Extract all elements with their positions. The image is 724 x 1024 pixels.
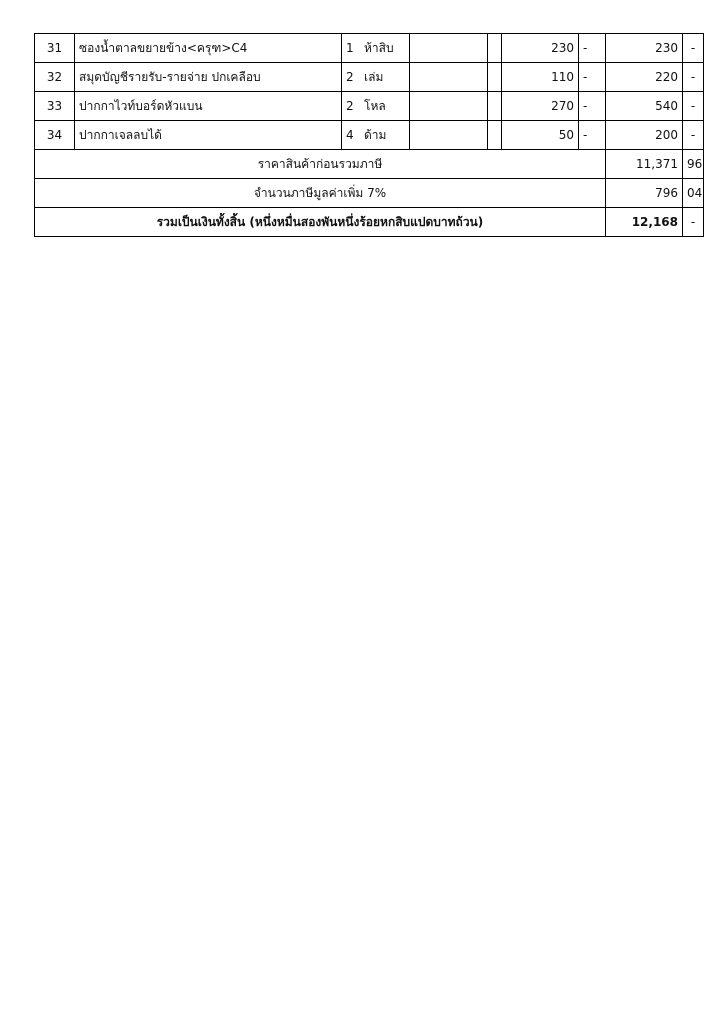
line-amount-satang: - — [683, 34, 704, 63]
item-number: 32 — [35, 63, 75, 92]
item-quantity — [342, 34, 410, 63]
item-number: 34 — [35, 121, 75, 150]
unit-price-satang: - — [579, 92, 606, 121]
item-description: ซองน้ำตาลขยายข้าง<ครุฑ>C4 — [75, 34, 342, 63]
table-row — [35, 92, 704, 121]
subtotal-satang: 96 — [683, 150, 704, 179]
unit-price: 230 — [502, 34, 579, 63]
price-table — [34, 33, 704, 237]
empty-cell — [488, 92, 502, 121]
unit-price: 270 — [502, 92, 579, 121]
vat-satang: 04 — [683, 179, 704, 208]
subtotal-baht: 11,371 — [606, 150, 683, 179]
vat-row — [35, 179, 704, 208]
subtotal-label: ราคาสินค้าก่อนรวมภาษี — [35, 150, 606, 179]
item-description: สมุดบัญชีรายรับ-รายจ่าย ปกเคลือบ — [75, 63, 342, 92]
unit-price-satang: - — [579, 34, 606, 63]
subtotal-row — [35, 150, 704, 179]
grand-total-label: รวมเป็นเงินทั้งสิ้น (หนึ่งหมื่นสองพันหนึ่งร้อยหกสิบแปดบาทถ้วน) — [35, 208, 606, 237]
quantity-unit: เล่ม — [364, 69, 384, 84]
empty-cell — [488, 63, 502, 92]
line-amount-satang: - — [683, 121, 704, 150]
quantity-value: 2 — [346, 69, 354, 84]
quantity-unit: ห้าสิบ — [364, 40, 394, 55]
line-amount-satang: - — [683, 92, 704, 121]
table-row — [35, 34, 704, 63]
unit-price: 50 — [502, 121, 579, 150]
grand-total-satang: - — [683, 208, 704, 237]
line-amount: 220 — [606, 63, 683, 92]
line-amount: 200 — [606, 121, 683, 150]
unit-price-satang: - — [579, 121, 606, 150]
item-quantity — [342, 63, 410, 92]
empty-cell — [410, 34, 488, 63]
item-number: 33 — [35, 92, 75, 121]
quantity-unit: โหล — [364, 98, 386, 113]
table-row — [35, 63, 704, 92]
empty-cell — [410, 92, 488, 121]
item-quantity — [342, 121, 410, 150]
quantity-value: 4 — [346, 127, 354, 142]
item-quantity — [342, 92, 410, 121]
item-description: ปากกาไวท์บอร์ดหัวแบน — [75, 92, 342, 121]
vat-label: จำนวนภาษีมูลค่าเพิ่ม 7% — [35, 179, 606, 208]
line-amount: 540 — [606, 92, 683, 121]
empty-cell — [410, 63, 488, 92]
item-number: 31 — [35, 34, 75, 63]
empty-cell — [488, 121, 502, 150]
quantity-value: 2 — [346, 98, 354, 113]
vat-baht: 796 — [606, 179, 683, 208]
unit-price: 110 — [502, 63, 579, 92]
line-amount-satang: - — [683, 63, 704, 92]
table-row — [35, 121, 704, 150]
grand-total-baht: 12,168 — [606, 208, 683, 237]
line-amount: 230 — [606, 34, 683, 63]
empty-cell — [488, 34, 502, 63]
quantity-unit: ด้าม — [364, 127, 387, 142]
item-description: ปากกาเจลลบได้ — [75, 121, 342, 150]
quantity-value: 1 — [346, 40, 354, 55]
unit-price-satang: - — [579, 63, 606, 92]
grand-total-row — [35, 208, 704, 237]
empty-cell — [410, 121, 488, 150]
